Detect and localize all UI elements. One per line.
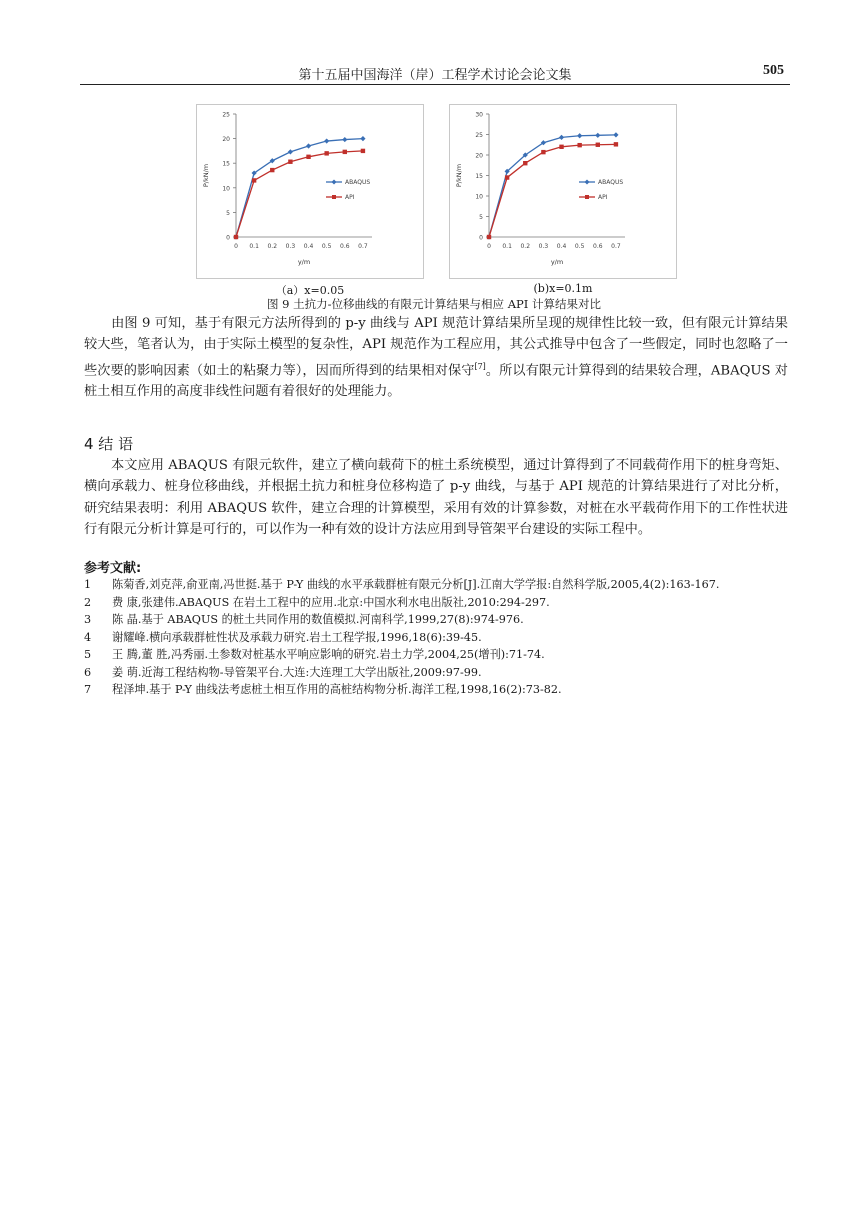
chart-b-series-api-point [577, 143, 581, 147]
chart-b-legend-marker [585, 195, 589, 199]
chart-a [196, 104, 424, 279]
chart-b-x-tick-label: 0.4 [556, 243, 567, 250]
page-number: 505 [763, 63, 784, 78]
paragraph-2-text: 本文应用 ABAQUS 有限元软件，建立了横向载荷下的桩土系统模型，通过计算得到了不同载荷作用下的桩身弯矩、横向承载力、桩身位移曲线，并根据土抗力和桩身位移构造了 p-y 曲线，与基于 API 规范的计算结果进行了对比分析，研究结果表明：利用 ABAQUS 软件，建立合理的计算模型，采用有效的计算参数，对桩在水平载荷作用下的工作性状进行有限元分析计算是可行的，可以作为一种有效的设计方法应用到导管架平台建设的实际工程中。 [84, 458, 788, 537]
chart-b-legend-label: ABAQUS [598, 179, 624, 187]
references-list [84, 576, 804, 699]
chart-a-y-axis-label: P/kN/m [202, 163, 210, 188]
reference-item: 6 姜 萌.近海工程结构物-导管架平台.大连:大连理工大学出版社,2009:97-99. [84, 665, 482, 679]
chart-b-svg [449, 104, 677, 279]
chart-a-svg [196, 104, 424, 279]
reference-item: 3 陈 晶.基于 ABAQUS 的桩土共同作用的数值模拟.河南科学,1999,27(8):974-976. [84, 613, 524, 626]
paragraph-1 [84, 313, 788, 403]
chart-a-series-api-point [306, 155, 310, 159]
reference-item: 7 程泽坤.基于 P-Y 曲线法考虑桩土相互作用的高桩结构物分析.海洋工程,1998,16(2):73-82. [84, 683, 562, 696]
paragraph-2 [84, 455, 788, 540]
chart-b-series-api-point [487, 235, 491, 239]
chart-a-series-api-point [288, 160, 292, 164]
chart-a-legend-label: API [345, 194, 355, 202]
chart-a-series-api-point [270, 168, 274, 172]
chart-b-legend-label: API [598, 194, 608, 202]
journal-title: 第十五届中国海洋（岸）工程学术讨论会论文集 [298, 68, 572, 83]
citation-7: [7] [474, 361, 486, 371]
chart-b-x-tick-label: 0 [487, 243, 491, 250]
reference-item: 4 谢耀峰.横向承载群桩性状及承载力研究.岩土工程学报,1996,18(6):39-45. [84, 630, 482, 644]
chart-b-x-axis-label: y/m [550, 258, 564, 266]
chart-b [449, 104, 677, 279]
paragraph-1-text: 由图 9 可知，基于有限元方法所得到的 p-y 曲线与 API 规范计算结果所呈现的规律性比较一致，但有限元计算结果较大些，笔者认为，由于实际土模型的复杂性，API 规范作为工程应用，其公式推导中包含了一些假定，同时也忽略了一些次要的影响因素（如土的粘聚力等），因而所得到的结果相对保守 [84, 316, 788, 378]
chart-a-series-api-point [324, 151, 328, 155]
chart-a-legend-marker [332, 195, 336, 199]
chart-b-x-tick-label: 0.2 [520, 243, 531, 250]
chart-a-legend-label: ABAQUS [345, 179, 371, 187]
chart-b-x-tick-label: 0.3 [538, 243, 549, 250]
chart-b-y-axis-label: P/kN/m [455, 163, 463, 188]
chart-a-x-axis-label: y/m [297, 258, 311, 266]
chart-a-x-tick-label: 0.7 [358, 243, 368, 250]
chart-b-x-tick-label: 0.6 [593, 243, 603, 250]
figure-caption: 图 9 土抗力-位移曲线的有限元计算结果与相应 API 计算结果对比 [267, 297, 601, 311]
chart-b-y-tick-label: 30 [475, 111, 483, 119]
chart-a-series-api-point [252, 178, 256, 182]
reference-item: 5 王 腾,董 胜,冯秀丽.土参数对桩基水平响应影响的研究.岩土力学,2004,25(增刊):71-74. [84, 648, 545, 661]
chart-a-series-api-point [361, 149, 365, 153]
chart-b-y-tick-label: 25 [475, 132, 483, 139]
paragraph-1-tail: 。所以有限元计算得到的结果较合理，ABAQUS 对桩土相互作用的高度非线性问题有着很好的处理能力。 [84, 362, 788, 400]
reference-item: 1 陈菊香,刘克萍,俞亚南,冯世挺.基于 P-Y 曲线的水平承载群桩有限元分析[J].江南大学学报:自然科学版,2005,4(2):163-167. [84, 578, 720, 591]
chart-a-y-tick-label: 20 [222, 136, 230, 144]
chart-b-frame [450, 105, 677, 279]
chart-a-x-tick-label: 0.1 [249, 243, 259, 250]
chart-a-frame [197, 105, 424, 279]
chart-b-y-tick-label: 15 [475, 173, 483, 180]
chart-a-series-api-point [343, 150, 347, 154]
page-header [80, 62, 790, 85]
chart-a-series-api-point [234, 235, 238, 239]
chart-b-series-api-point [559, 145, 563, 149]
subcaption-b: (b)x=0.1m [533, 282, 593, 295]
chart-b-y-tick-label: 5 [479, 214, 483, 221]
chart-b-y-tick-label: 0 [479, 234, 483, 242]
chart-b-x-tick-label: 0.5 [574, 243, 585, 250]
chart-a-y-tick-label: 25 [222, 111, 230, 119]
chart-b-series-api-point [505, 175, 509, 179]
chart-a-x-tick-label: 0.6 [340, 243, 350, 250]
chart-b-series-api-point [614, 142, 618, 146]
chart-a-y-tick-label: 0 [226, 234, 230, 242]
chart-b-series-api-point [596, 143, 600, 147]
chart-b-series-api-point [541, 150, 545, 154]
subcaption-a: （a）x=0.05 [275, 284, 345, 297]
chart-a-y-tick-label: 10 [222, 185, 230, 193]
section-title: 4 结 语 [84, 435, 134, 453]
chart-b-y-tick-label: 10 [475, 193, 483, 201]
chart-a-y-tick-label: 5 [226, 209, 230, 217]
chart-a-x-tick-label: 0.2 [267, 243, 278, 250]
chart-a-x-tick-label: 0.5 [321, 243, 332, 250]
chart-a-x-tick-label: 0.4 [303, 243, 314, 250]
chart-b-x-tick-label: 0.1 [502, 243, 512, 250]
chart-a-x-tick-label: 0 [234, 243, 238, 250]
chart-b-series-api-point [523, 161, 527, 165]
reference-item: 2 费 康,张建伟.ABAQUS 在岩土工程中的应用.北京:中国水利水电出版社,2010:294-297. [84, 595, 550, 609]
references-heading: 参考文献: [84, 561, 142, 576]
chart-b-x-tick-label: 0.7 [611, 243, 621, 250]
chart-b-y-tick-label: 20 [475, 152, 483, 160]
chart-a-y-tick-label: 15 [222, 160, 230, 168]
chart-a-x-tick-label: 0.3 [285, 243, 296, 250]
